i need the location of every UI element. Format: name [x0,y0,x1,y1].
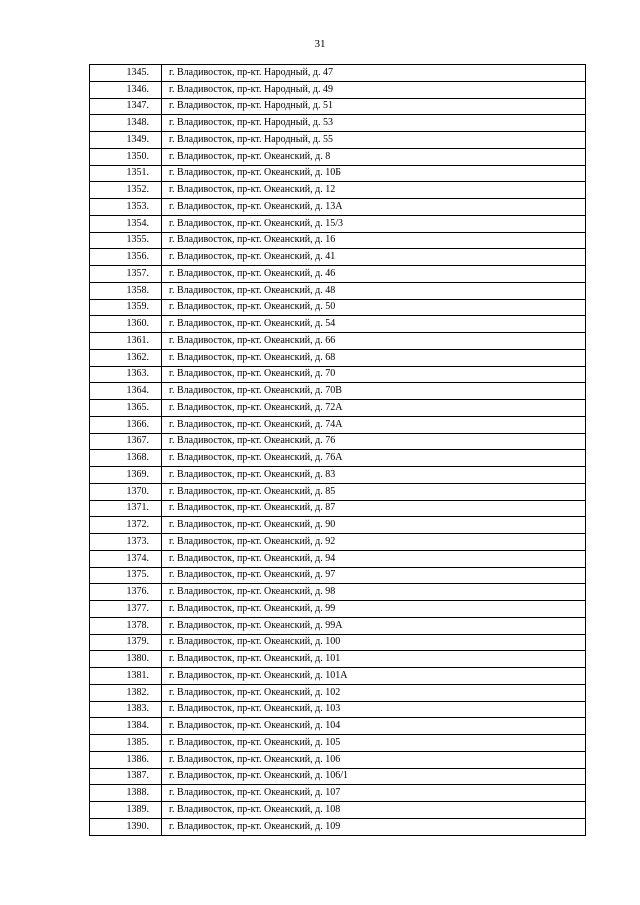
row-number: 1380. [90,651,162,668]
row-address: г. Владивосток, пр-кт. Океанский, д. 109 [162,818,586,835]
table-row [90,316,586,333]
row-address: г. Владивосток, пр-кт. Океанский, д. 87 [162,500,586,517]
row-address: г. Владивосток, пр-кт. Океанский, д. 104 [162,718,586,735]
table-row [90,416,586,433]
row-number: 1377. [90,601,162,618]
table-row [90,115,586,132]
row-address: г. Владивосток, пр-кт. Народный, д. 47 [162,65,586,82]
row-address: г. Владивосток, пр-кт. Океанский, д. 13А [162,199,586,216]
table-row [90,215,586,232]
table-row [90,165,586,182]
row-number: 1375. [90,567,162,584]
row-number: 1378. [90,617,162,634]
row-address: г. Владивосток, пр-кт. Океанский, д. 99 [162,601,586,618]
table-row [90,617,586,634]
row-address: г. Владивосток, пр-кт. Океанский, д. 103 [162,701,586,718]
row-number: 1351. [90,165,162,182]
table-row [90,500,586,517]
row-address: г. Владивосток, пр-кт. Океанский, д. 97 [162,567,586,584]
table-row [90,634,586,651]
table-row [90,802,586,819]
table-row [90,333,586,350]
table-row [90,65,586,82]
row-number: 1361. [90,333,162,350]
table-row [90,751,586,768]
table-row [90,383,586,400]
row-address: г. Владивосток, пр-кт. Океанский, д. 46 [162,266,586,283]
row-address: г. Владивосток, пр-кт. Океанский, д. 102 [162,684,586,701]
row-address: г. Владивосток, пр-кт. Океанский, д. 41 [162,249,586,266]
row-number: 1374. [90,550,162,567]
table-row [90,349,586,366]
row-address: г. Владивосток, пр-кт. Океанский, д. 94 [162,550,586,567]
row-number: 1370. [90,483,162,500]
row-number: 1348. [90,115,162,132]
row-number: 1353. [90,199,162,216]
table-row [90,517,586,534]
row-number: 1373. [90,534,162,551]
row-address: г. Владивосток, пр-кт. Океанский, д. 90 [162,517,586,534]
row-address: г. Владивосток, пр-кт. Океанский, д. 85 [162,483,586,500]
row-number: 1360. [90,316,162,333]
row-address: г. Владивосток, пр-кт. Океанский, д. 108 [162,802,586,819]
row-number: 1382. [90,684,162,701]
row-number: 1381. [90,668,162,685]
table-row [90,768,586,785]
row-number: 1357. [90,266,162,283]
address-table [89,64,586,836]
row-address: г. Владивосток, пр-кт. Народный, д. 49 [162,81,586,98]
table-row [90,450,586,467]
row-address: г. Владивосток, пр-кт. Океанский, д. 48 [162,282,586,299]
table-row [90,483,586,500]
table-row [90,534,586,551]
row-address: г. Владивосток, пр-кт. Океанский, д. 107 [162,785,586,802]
row-number: 1349. [90,132,162,149]
row-address: г. Владивосток, пр-кт. Океанский, д. 68 [162,349,586,366]
row-number: 1355. [90,232,162,249]
table-row [90,249,586,266]
row-address: г. Владивосток, пр-кт. Океанский, д. 72А [162,400,586,417]
row-address: г. Владивосток, пр-кт. Народный, д. 55 [162,132,586,149]
table-row [90,81,586,98]
table-row [90,467,586,484]
row-number: 1352. [90,182,162,199]
row-address: г. Владивосток, пр-кт. Океанский, д. 76А [162,450,586,467]
row-number: 1365. [90,400,162,417]
row-address: г. Владивосток, пр-кт. Океанский, д. 70 [162,366,586,383]
row-number: 1387. [90,768,162,785]
row-number: 1350. [90,148,162,165]
table-row [90,701,586,718]
row-address: г. Владивосток, пр-кт. Океанский, д. 70В [162,383,586,400]
row-number: 1354. [90,215,162,232]
row-address: г. Владивосток, пр-кт. Океанский, д. 101 [162,651,586,668]
row-address: г. Владивосток, пр-кт. Океанский, д. 76 [162,433,586,450]
row-address: г. Владивосток, пр-кт. Океанский, д. 74А [162,416,586,433]
table-row [90,299,586,316]
row-address: г. Владивосток, пр-кт. Океанский, д. 8 [162,148,586,165]
row-address: г. Владивосток, пр-кт. Океанский, д. 66 [162,333,586,350]
row-address: г. Владивосток, пр-кт. Океанский, д. 92 [162,534,586,551]
table-row [90,282,586,299]
address-table-body [90,65,586,836]
row-address: г. Владивосток, пр-кт. Океанский, д. 10Б [162,165,586,182]
row-number: 1385. [90,735,162,752]
table-row [90,366,586,383]
table-row [90,550,586,567]
row-address: г. Владивосток, пр-кт. Океанский, д. 99А [162,617,586,634]
table-row [90,182,586,199]
row-number: 1390. [90,818,162,835]
row-number: 1366. [90,416,162,433]
row-number: 1345. [90,65,162,82]
row-number: 1356. [90,249,162,266]
table-row [90,266,586,283]
table-row [90,684,586,701]
row-address: г. Владивосток, пр-кт. Океанский, д. 101А [162,668,586,685]
row-address: г. Владивосток, пр-кт. Народный, д. 51 [162,98,586,115]
row-number: 1362. [90,349,162,366]
row-number: 1367. [90,433,162,450]
row-number: 1379. [90,634,162,651]
row-address: г. Владивосток, пр-кт. Океанский, д. 105 [162,735,586,752]
table-row [90,98,586,115]
row-number: 1364. [90,383,162,400]
row-number: 1369. [90,467,162,484]
table-row [90,232,586,249]
row-address: г. Владивосток, пр-кт. Океанский, д. 50 [162,299,586,316]
row-number: 1363. [90,366,162,383]
row-number: 1388. [90,785,162,802]
row-number: 1389. [90,802,162,819]
row-number: 1368. [90,450,162,467]
table-row [90,148,586,165]
table-row [90,584,586,601]
table-row [90,433,586,450]
table-row [90,132,586,149]
table-row [90,735,586,752]
row-address: г. Владивосток, пр-кт. Океанский, д. 16 [162,232,586,249]
table-row [90,785,586,802]
table-row [90,199,586,216]
row-number: 1358. [90,282,162,299]
table-row [90,601,586,618]
table-row [90,400,586,417]
row-number: 1372. [90,517,162,534]
row-number: 1347. [90,98,162,115]
row-address: г. Владивосток, пр-кт. Океанский, д. 83 [162,467,586,484]
table-row [90,818,586,835]
row-number: 1376. [90,584,162,601]
table-row [90,651,586,668]
row-number: 1371. [90,500,162,517]
row-address: г. Владивосток, пр-кт. Океанский, д. 106/1 [162,768,586,785]
page-number: 31 [314,38,326,50]
row-number: 1346. [90,81,162,98]
row-address: г. Владивосток, пр-кт. Океанский, д. 98 [162,584,586,601]
row-number: 1359. [90,299,162,316]
row-address: г. Владивосток, пр-кт. Океанский, д. 12 [162,182,586,199]
row-number: 1384. [90,718,162,735]
table-row [90,718,586,735]
row-address: г. Владивосток, пр-кт. Океанский, д. 100 [162,634,586,651]
table-row [90,567,586,584]
row-number: 1386. [90,751,162,768]
row-address: г. Владивосток, пр-кт. Океанский, д. 54 [162,316,586,333]
row-address: г. Владивосток, пр-кт. Народный, д. 53 [162,115,586,132]
row-address: г. Владивосток, пр-кт. Океанский, д. 15/3 [162,215,586,232]
row-number: 1383. [90,701,162,718]
table-row [90,668,586,685]
row-address: г. Владивосток, пр-кт. Океанский, д. 106 [162,751,586,768]
